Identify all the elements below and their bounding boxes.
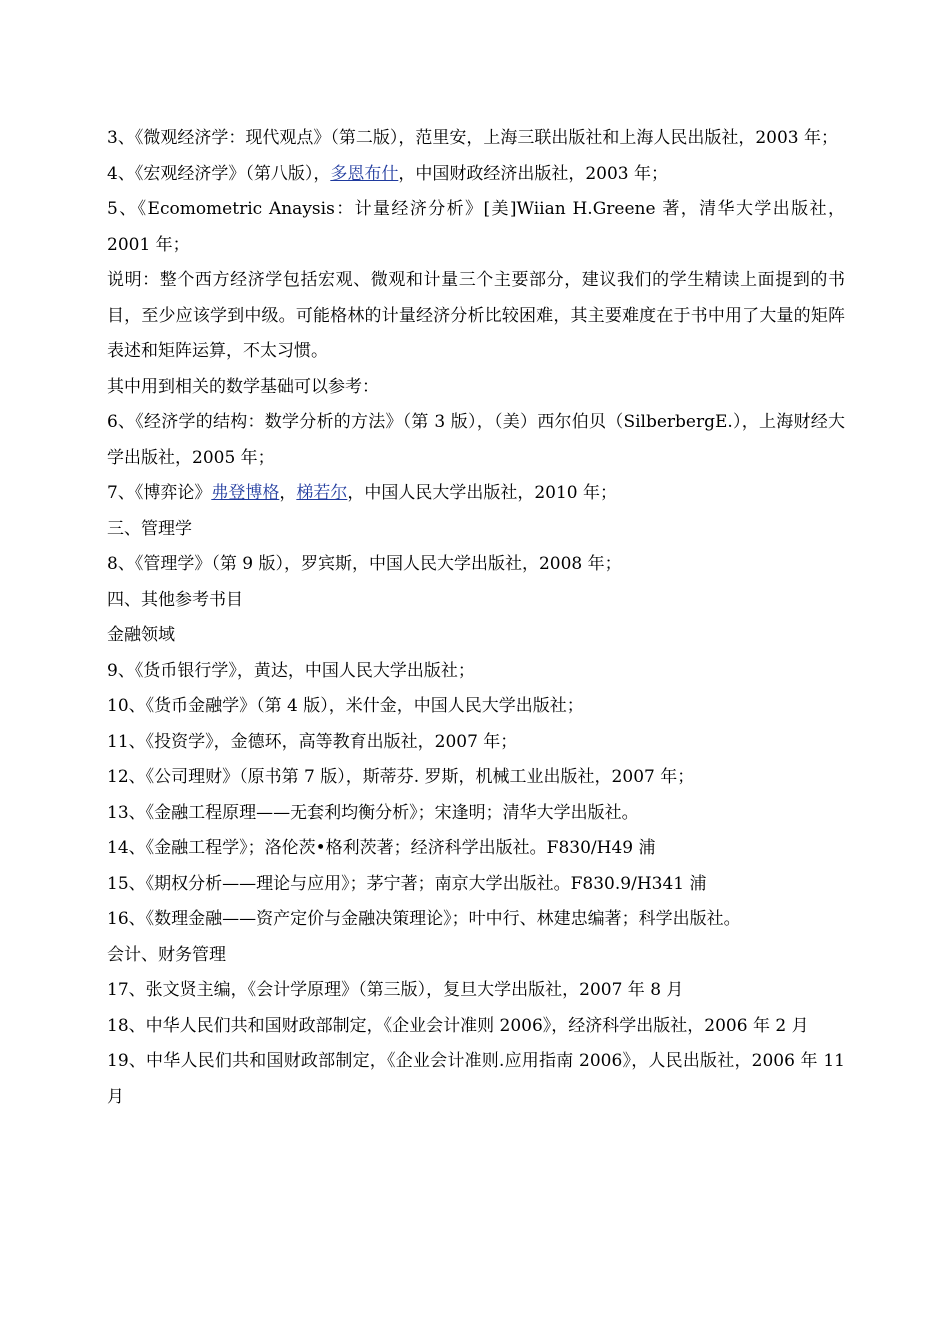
list-item-7-sep: ， — [279, 483, 297, 503]
list-item-19: 19、中华人民们共和国财政部制定，《企业会计准则.应用指南 2006》，人民出版社，2006 年 11 月 — [107, 1051, 845, 1107]
author-link-dornbusch[interactable]: 多恩布什 — [330, 163, 399, 184]
list-item-8: 8、《管理学》（第 9 版），罗宾斯，中国人民大学出版社，2008 年； — [107, 554, 622, 574]
list-item-4-text: 4、《宏观经济学》（第八版）， — [107, 163, 331, 184]
subheading-finance: 金融领域 — [107, 625, 175, 645]
list-item-3: 3、《微观经济学：现代观点》（第二版），范里安，上海三联出版社和上海人民出版社，2003 年； — [107, 128, 838, 148]
author-link-tirole[interactable]: 梯若尔 — [296, 483, 348, 503]
list-item-18: 18、中华人民们共和国财政部制定，《企业会计准则 2006》，经济科学出版社，2006 年 2 月 — [107, 1015, 809, 1036]
note-paragraph: 说明：整个西方经济学包括宏观、微观和计量三个主要部分，建议我们的学生精读上面提到的书目，至少应该学到中级。可能格林的计量经济分析比较困难，其主要难度在于书中用了大量的矩阵表述和矩阵运算，不太习惯。 — [107, 270, 845, 361]
math-intro: 其中用到相关的数学基础可以参考： — [107, 376, 379, 397]
list-item-7 — [107, 476, 845, 512]
list-item-7-tail: ，中国人民大学出版社，2010 年； — [347, 483, 617, 503]
section-heading-other: 四、其他参考书目 — [107, 589, 243, 610]
list-item-11: 11、《投资学》，金德环，高等教育出版社，2007 年； — [107, 731, 518, 752]
section-heading-management: 三、管理学 — [107, 518, 192, 539]
list-item-10: 10、《货币金融学》（第 4 版），米什金，中国人民大学出版社； — [107, 696, 584, 716]
list-item-4-tail: ，中国财政经济出版社，2003 年； — [398, 163, 668, 184]
document-body — [107, 121, 845, 1115]
list-item-12: 12、《公司理财》（原书第 7 版），斯蒂芬. 罗斯，机械工业出版社，2007 年； — [107, 767, 695, 787]
subheading-accounting: 会计、财务管理 — [107, 944, 226, 965]
list-item-4 — [107, 157, 845, 193]
list-item-7-text: 7、《博弈论》 — [107, 483, 212, 503]
list-item-5: 5、《Ecomometric Anaysis：计量经济分析》[美]Wiian H.Greene 著，清华大学出版社，2001 年； — [107, 199, 845, 255]
list-item-6: 6、《经济学的结构：数学分析的方法》（第 3 版），（美）西尔伯贝（SilberbergE.），上海财经大学出版社，2005 年； — [107, 412, 845, 468]
list-item-13: 13、《金融工程原理——无套利均衡分析》；宋逢明；清华大学出版社。 — [107, 802, 639, 823]
list-item-16: 16、《数理金融——资产定价与金融决策理论》；叶中行、林建忠编著；科学出版社。 — [107, 909, 741, 929]
author-link-fudenberg[interactable]: 弗登博格 — [211, 483, 280, 503]
list-item-9: 9、《货币银行学》，黄达，中国人民大学出版社； — [107, 660, 475, 681]
list-item-17: 17、张文贤主编，《会计学原理》（第三版），复旦大学出版社，2007 年 8 月 — [107, 980, 684, 1000]
list-item-14: 14、《金融工程学》；洛伦茨•格利茨著；经济科学出版社。F830/H49 浦 — [107, 838, 656, 858]
list-item-15: 15、《期权分析——理论与应用》；茅宁著；南京大学出版社。F830.9/H341 浦 — [107, 873, 707, 894]
